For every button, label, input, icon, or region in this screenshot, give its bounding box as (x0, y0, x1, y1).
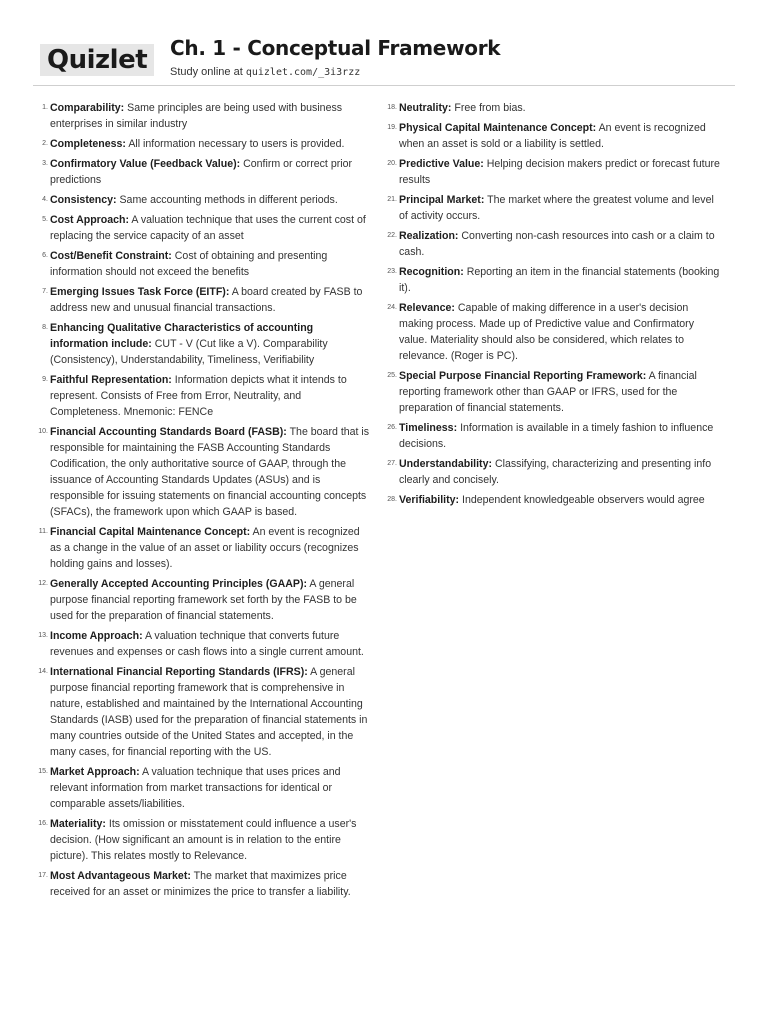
term-name: Cost/Benefit Constraint: (50, 250, 172, 262)
term-definition: Converting non-cash resources into cash or a claim to cash. (399, 230, 715, 258)
item-number: 10. (38, 428, 48, 435)
item-number: 13. (38, 632, 48, 639)
glossary-item (31, 576, 371, 624)
term-name: Predictive Value: (399, 158, 484, 170)
glossary-item (380, 456, 720, 488)
item-number: 8. (42, 324, 48, 331)
term-definition: Same accounting methods in different periods. (119, 194, 338, 206)
term-definition: Information depicts what it intends to represent. Consists of Free from Error, Neutrality, and Completeness. Mnemonic: FENCe (50, 374, 347, 418)
item-number: 2. (42, 140, 48, 147)
term-name: Verifiability: (399, 494, 460, 506)
term-definition: Classifying, characterizing and presenting info clearly and concisely. (399, 458, 712, 486)
term-name: Understandability: (399, 458, 493, 470)
study-online-line (170, 66, 360, 78)
term-definition: Free from bias. (454, 102, 526, 114)
term-name: Income Approach: (50, 630, 143, 642)
term-definition: A valuation technique that uses the current cost of replacing the service capacity of an asset (50, 214, 366, 242)
item-number: 25. (387, 372, 397, 379)
item-number: 14. (38, 668, 48, 675)
term-definition: Same principles are being used with business enterprises in similar industry (50, 102, 343, 130)
item-number: 19. (387, 124, 397, 131)
term-name: Materiality: (50, 818, 106, 830)
item-number: 27. (387, 460, 397, 467)
term-name: Completeness: (50, 138, 126, 150)
term-definition: An event is recognized as a change in the value of an asset or liability occurs (recognizes holding gains and losses). (50, 526, 360, 570)
term-definition: CUT - V (Cut like a V). Comparability (Consistency), Understandability, Timeliness, Verifiability (50, 338, 328, 366)
item-number: 5. (42, 216, 48, 223)
term-definition: A board created by FASB to address new and unusual financial transactions. (50, 286, 363, 314)
glossary-item (31, 136, 371, 152)
left-column (31, 100, 371, 904)
item-number: 28. (387, 496, 397, 503)
term-name: Special Purpose Financial Reporting Framework: (399, 370, 647, 382)
glossary-item (31, 816, 371, 864)
item-number: 23. (387, 268, 397, 275)
item-number: 17. (38, 872, 48, 879)
glossary-item (31, 192, 371, 208)
item-number: 20. (387, 160, 397, 167)
item-number: 7. (42, 288, 48, 295)
item-number: 1. (42, 104, 48, 111)
glossary-item (31, 248, 371, 280)
term-name: Cost Approach: (50, 214, 130, 226)
glossary-item (31, 372, 371, 420)
term-definition: Independent knowledgeable observers would agree (462, 494, 705, 506)
term-definition: All information necessary to users is provided. (128, 138, 345, 150)
term-name: Physical Capital Maintenance Concept: (399, 122, 597, 134)
term-name: International Financial Reporting Standards (IFRS): (50, 666, 308, 678)
term-definition: The market that maximizes price received for an asset or minimizes the price to transfer a liability. (50, 870, 351, 898)
glossary-item (380, 192, 720, 224)
term-definition: Capable of making difference in a user's decision making process. Made up of Predictive value and Confirmatory value. Materiality should also be considered, which relates to relevance. (Roger is PC). (399, 302, 695, 362)
term-definition: The board that is responsible for maintaining the FASB Accounting Standards Codification, the only authoritative source of GAAP, through the issuance of Accounting Standards Updates (ASUs) and is responsible for issuing statements on financial accounting concepts (SFACs), the framework upon which GAAP is based. (50, 426, 370, 518)
item-number: 26. (387, 424, 397, 431)
term-definition: Helping decision makers predict or forecast future results (399, 158, 720, 186)
glossary-item (380, 120, 720, 152)
glossary-item (31, 868, 371, 900)
glossary-item (31, 212, 371, 244)
term-definition: A general purpose financial reporting framework set forth by the FASB to be used for the preparation of financial statements. (50, 578, 357, 622)
glossary-item (31, 664, 371, 760)
glossary-item (380, 100, 720, 116)
glossary-item (31, 424, 371, 520)
item-number: 16. (38, 820, 48, 827)
item-number: 24. (387, 304, 397, 311)
term-name: Generally Accepted Accounting Principles (GAAP): (50, 578, 308, 590)
item-number: 9. (42, 376, 48, 383)
term-name: Recognition: (399, 266, 464, 278)
term-name: Most Advantageous Market: (50, 870, 191, 882)
term-name: Faithful Representation: (50, 374, 172, 386)
term-name: Market Approach: (50, 766, 140, 778)
term-name: Enhancing Qualitative Characteristics of accounting information include: (50, 322, 314, 350)
glossary-item (31, 524, 371, 572)
term-definition: Information is available in a timely fashion to influence decisions. (399, 422, 714, 450)
item-number: 21. (387, 196, 397, 203)
quizlet-logo[interactable]: Quizlet (40, 44, 154, 76)
right-column (380, 100, 720, 512)
glossary-item (31, 100, 371, 132)
glossary-item (31, 320, 371, 368)
glossary-item (380, 492, 720, 508)
term-definition: Cost of obtaining and presenting information should not exceed the benefits (50, 250, 328, 278)
glossary-item (380, 156, 720, 188)
term-definition: A valuation technique that converts future revenues and expenses or cash flows into a single current amount. (50, 630, 364, 658)
term-definition: An event is recognized when an asset is sold or a liability is settled. (399, 122, 706, 150)
term-name: Neutrality: (399, 102, 452, 114)
glossary-item (380, 368, 720, 416)
term-definition: Reporting an item in the financial statements (booking it). (399, 266, 720, 294)
glossary-item (380, 228, 720, 260)
item-number: 3. (42, 160, 48, 167)
item-number: 22. (387, 232, 397, 239)
term-definition: A financial reporting framework other than GAAP or IFRS, used for the preparation of financial statements. (399, 370, 697, 414)
item-number: 6. (42, 252, 48, 259)
page-title: Ch. 1 - Conceptual Framework (170, 36, 501, 60)
glossary-item (31, 156, 371, 188)
term-name: Comparability: (50, 102, 125, 114)
glossary-item (380, 264, 720, 296)
glossary-item (380, 420, 720, 452)
glossary-item (31, 284, 371, 316)
item-number: 11. (38, 528, 48, 535)
term-definition: The market where the greatest volume and level of activity occurs. (399, 194, 714, 222)
term-definition: Confirm or correct prior predictions (50, 158, 353, 186)
term-name: Relevance: (399, 302, 455, 314)
glossary-item (31, 764, 371, 812)
term-definition: A valuation technique that uses prices and relevant information from market transactions for identical or comparable assets/liabilities. (50, 766, 341, 810)
term-definition: Its omission or misstatement could influence a user's decision. (How significant an amount is in relation to the entire picture). This relates mostly to Relevance. (50, 818, 357, 862)
term-name: Financial Accounting Standards Board (FASB): (50, 426, 287, 438)
term-name: Confirmatory Value (Feedback Value): (50, 158, 241, 170)
glossary-item (380, 300, 720, 364)
item-number: 4. (42, 196, 48, 203)
study-online-label: Study online at (170, 66, 243, 78)
study-online-url[interactable]: quizlet.com/_3i3rzz (245, 67, 361, 78)
term-name: Consistency: (50, 194, 117, 206)
term-name: Principal Market: (399, 194, 485, 206)
term-name: Timeliness: (399, 422, 458, 434)
item-number: 18. (387, 104, 397, 111)
glossary-item (31, 628, 371, 660)
term-name: Realization: (399, 230, 459, 242)
item-number: 12. (38, 580, 48, 587)
term-name: Financial Capital Maintenance Concept: (50, 526, 251, 538)
header-divider (33, 85, 735, 86)
term-definition: A general purpose financial reporting framework that is comprehensive in nature, established and maintained by the International Accounting Standards (IASB) used for the preparation of financial statements in many countries outside of the United States and accepted, in the many cases, for financial reporting with the US. (50, 666, 368, 758)
term-name: Emerging Issues Task Force (EITF): (50, 286, 230, 298)
item-number: 15. (38, 768, 48, 775)
